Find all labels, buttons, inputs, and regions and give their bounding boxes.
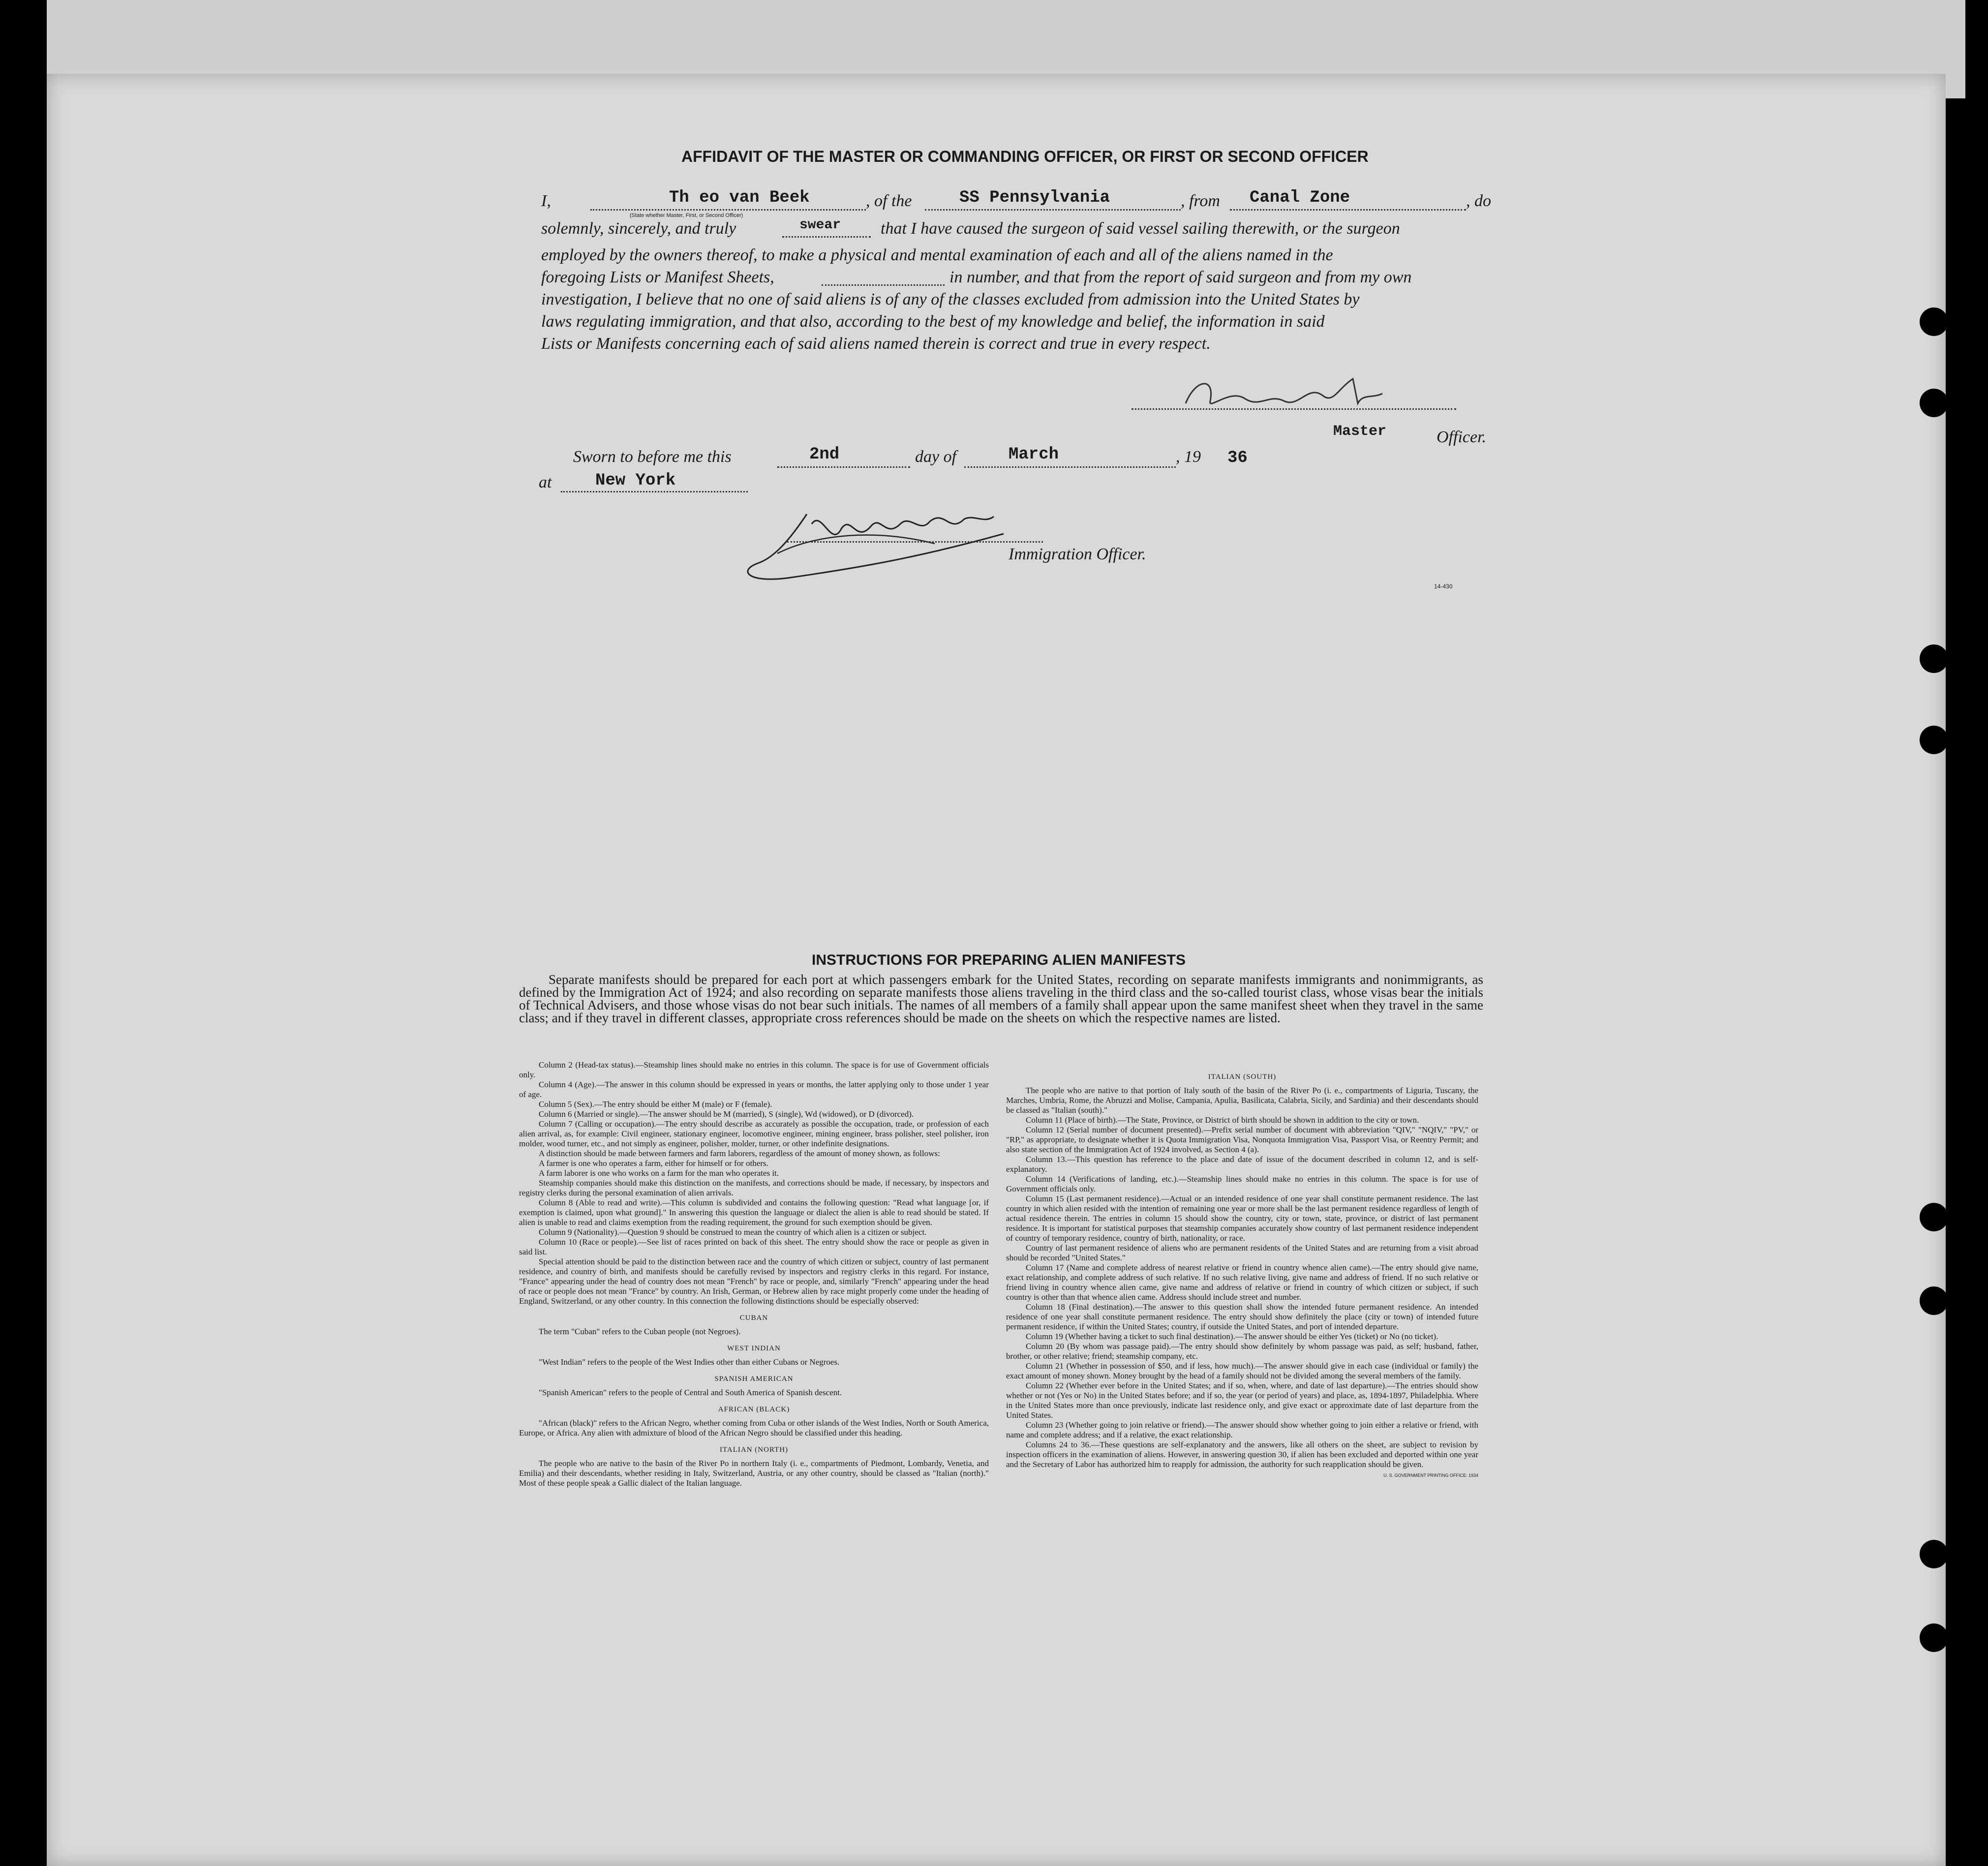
cuban-paragraph: The term "Cuban" refers to the Cuban people (not Negroes). (539, 1327, 741, 1336)
right-paragraph: Column 15 (Last permanent residence).—Actual or an intended residence of one year shall constitute permanent residence. The last country in which alien resided with the intention of remaining one year or more shall be the last permanent residence regardless of length of actual residence therein. The entries in column 15 should show the country, city or town, state, province, or district of last permanent residence. It is important for statistical purposes that steamship companies accurately show country of last permanent residence independent of country of temporary residence, country of birth, nationality, or race. (1006, 1194, 1478, 1243)
officer-name-hint: (State whether Master, First, or Second Officer) (630, 213, 743, 218)
vessel-name: SS Pennsylvania (959, 188, 1110, 207)
right-paragraph: Column 12 (Serial number of document presented).—Prefix serial number of document with abbreviation "QIV," "NQIV," "PV," or "RP," as appropriate, to designate whether it is Quota Immigration Visa, Nonquota Immigration Visa, Passport Visa, or Reentry Permit; and also state section of the Immigration Act of 1924 involved, as Section 4 (a). (1006, 1125, 1478, 1154)
place: New York (595, 471, 676, 490)
origin-line (1230, 209, 1466, 211)
left-paragraph: Column 9 (Nationality).—Question 9 should be construed to mean the country of which alien is a citizen or subject. (539, 1227, 927, 1237)
affidavit-line-6: laws regulating immigration, and that also, according to the best of my knowledge and belief, the information in said (541, 312, 1325, 331)
sworn-month: March (1009, 445, 1059, 464)
punch-hole-7 (1920, 1540, 1948, 1568)
affidavit-line-4b: in number, and that from the report of said surgeon and from my own (949, 268, 1412, 286)
affidavit-line-4a: foregoing Lists or Manifest Sheets, (541, 268, 774, 286)
cuban-heading: CUBAN (739, 1314, 768, 1322)
punch-hole-4 (1920, 726, 1948, 754)
affidavit-line-5: investigation, I believe that no one of said aliens is of any of the classes excluded from admission into the United States by (541, 290, 1360, 308)
left-paragraph: Special attention should be paid to the distinction between race and the country of which citizen or subject, country of last permanent residence, and country of birth, and manifests should be carefully revised by inspectors and registry clerks in this regard. For instance, "France" appearing under the head of country does not mean "French" by race or people, and, similarly "French" appearing under the head of race or people does not mean "France" by country. An Irish, German, or Hebrew alien by race might properly come under the heading of England, Switzerland, or any other country. In this connection the following distinctions should be especially observed: (519, 1257, 989, 1306)
master-title: Master (1333, 423, 1387, 440)
spanish-american-paragraph: "Spanish American" refers to the people of Central and South America of Spanish descent. (539, 1388, 842, 1397)
instructions-intro: Separate manifests should be prepared for each port at which passengers embark for the United States, recording on separate manifests immigrants and nonimmigrants, as defined by the Immigration Act of 1924; and also recording on separate manifests those aliens traveling in the third class and the so-called tourist class, whose visas bear the initials of Technical Advisers, and those whose visas do not bear such initials. The names of all members of a family shall appear upon the same manifest sheet when they travel in the same class; and if they travel in different classes, appropriate cross references should be made on the sheets on which the respective names are listed. (519, 972, 1483, 1025)
sheet-count-line (822, 284, 945, 286)
left-paragraph: Column 10 (Race or people).—See list of races printed on back of this sheet. The entry should show the race or people as given in said list. (519, 1237, 989, 1256)
instructions-title: INSTRUCTIONS FOR PREPARING ALIEN MANIFESTS (812, 952, 1186, 968)
year-suffix: 36 (1227, 449, 1248, 467)
left-paragraph: Column 8 (Able to read and write).—This column is subdivided and contains the following question: "Read what language [or, if exemption is claimed, upon what ground]." In answering this question the language or dialect the alien is able to read should be stated. If alien is unable to read and claims exemption from the reading requirement, the ground for such exemption should be given. (519, 1198, 989, 1227)
officer-name-line (590, 209, 866, 211)
sworn-day: 2nd (809, 445, 840, 464)
left-paragraph: Column 4 (Age).—The answer in this column should be expressed in years or months, the latter applying only to those under 1 year of age. (519, 1080, 989, 1099)
african-heading: AFRICAN (BLACK) (718, 1406, 790, 1413)
african-paragraph: "African (black)" refers to the African Negro, whether coming from Cuba or other islands of the West Indies, North or South America, Europe, or Africa. Any alien with admixture of blood of the African Negro should be classified under this heading. (519, 1418, 989, 1438)
instructions-left-column (519, 1060, 989, 1488)
affidavit-line-3: employed by the owners thereof, to make a physical and mental examination of each and all of the aliens named in the (541, 246, 1333, 264)
do-label: , do (1466, 192, 1491, 210)
master-signature-line (1132, 408, 1456, 410)
day-of-label: day of (915, 448, 957, 466)
right-paragraph: Column 20 (By whom was passage paid).—The entry should show definitely by whom passage was paid, as self; husband, father, brother, or other relative; friend; steamship company, etc. (1006, 1342, 1478, 1361)
left-paragraph: Steamship companies should make this distinction on the manifests, and corrections should be made, if necessary, by inspectors and registry clerks during the personal examination of alien arrivals. (519, 1178, 989, 1197)
right-paragraph: Column 14 (Verifications of landing, etc.).—Steamship lines should make no entries in this column. The space is for use of Government officials only. (1006, 1174, 1478, 1193)
origin: Canal Zone (1250, 188, 1350, 207)
right-paragraph: Column 22 (Whether ever before in the United States; and if so, when, where, and date of last departure).—The entries should show whether or not (Yes or No) in the United States before; and if so, the year (or period of years) and place, as, 1894-1897, Philadelphia. Where in the United States more than once previously, indicate last residence only, and give exact or approximate date of last departure from the United States. (1006, 1381, 1478, 1420)
punch-hole-6 (1920, 1286, 1948, 1315)
officer-name: Th eo van Beek (669, 188, 810, 207)
left-paragraph: A distinction should be made between farmers and farm laborers, regardless of the amount of money shown, as follows: (539, 1149, 940, 1158)
right-paragraph: Columns 24 to 36.—These questions are self-explanatory and the answers, like all others on the sheet, are subject to revision by inspection officers in the examination of aliens. However, in answering question 30, if alien has been excluded and deported within one year and the Secretary of Labor has authorized him to reapply for admission, the authority for such reapplication should be given. (1006, 1440, 1478, 1469)
left-paragraph: Column 2 (Head-tax status).—Steamship lines should make no entries in this column. The space is for use of Government officials only. (519, 1060, 989, 1079)
right-paragraph: Column 23 (Whether going to join relative or friend).—The answer should show whether going to join either a relative or friend, with name and complete address; and if a relative, the exact relationship. (1006, 1420, 1478, 1439)
right-paragraph: Country of last permanent residence of aliens who are permanent residents of the United States and are returning from a visit abroad should be recorded "United States." (1006, 1243, 1478, 1262)
right-paragraph: Column 18 (Final destination).—The answer to this question shall show the intended future permanent residence. An intended residence of one year shall constitute permanent residence. The entry should show definitely the place (city or town) of intended future permanent residence, if within the United States; country, if outside the United States, and port of intended departure. (1006, 1302, 1478, 1331)
affidavit-line-7: Lists or Manifests concerning each of said aliens named therein is correct and true in every respect. (541, 335, 1211, 353)
officer-label: Officer. (1437, 428, 1487, 446)
immigration-officer-label: Immigration Officer. (1009, 545, 1146, 563)
instructions-right-column (1006, 1065, 1478, 1480)
right-paragraph: Column 11 (Place of birth).—The State, Province, or District of birth should be shown in addition to the city or town. (1026, 1115, 1419, 1125)
punch-hole-5 (1920, 1203, 1948, 1231)
immigration-officer-signature (728, 504, 1048, 588)
left-paragraph: Column 7 (Calling or occupation).—The entry should describe as accurately as possible the occupation, trade, or profession of each alien arrival, as, for example: Civil engineer, stationary engineer, locomotive engineer, mining engineer, brass polisher, steel polisher, iron molder, wood turner, etc., and not simply as engineer, polisher, molder, turner, or other indefinite designations. (519, 1119, 989, 1148)
italian-north-heading: ITALIAN (NORTH) (719, 1446, 789, 1454)
at-label: at (539, 473, 552, 491)
italian-north-paragraph: The people who are native to the basin of the River Po in northern Italy (i. e., compartments of Piedmont, Lombardy, Venetia, and Emilia) and their descendants, whether residing in Italy, Switzerland, Austria, or any other country, should be classed as "Italian (north)." Most of these people speak a Gallic dialect of the Italian language. (519, 1459, 989, 1488)
of-the-label: , of the (866, 192, 912, 210)
west-indian-paragraph: "West Indian" refers to the people of the West Indies other than either Cubans or Negroes. (539, 1357, 840, 1367)
affidavit-line-2a: solemnly, sincerely, and truly (541, 219, 736, 238)
vessel-line (925, 209, 1181, 211)
left-paragraph: Column 6 (Married or single).—The answer should be M (married), S (single), Wd (widowed), or D (divorced). (539, 1109, 914, 1119)
italian-south-heading: ITALIAN (SOUTH) (1208, 1073, 1277, 1081)
left-paragraph: A farmer is one who operates a farm, either for himself or for others. (539, 1159, 768, 1168)
left-paragraph: A farm laborer is one who works on a farm for the man who operates it. (539, 1168, 779, 1178)
place-line (561, 491, 748, 492)
right-paragraph: The people who are native to that portion of Italy south of the basin of the River Po (i. e., compartments of Liguria, Tuscany, the Marches, Umbria, Rome, the Abruzzi and Molise, Campania, Apulia, Basilicata, Calabria, Sicily, and Sardinia) and their descendants should be classed as "Italian (south)." (1006, 1086, 1478, 1115)
punch-hole-2 (1920, 389, 1948, 417)
from-label: , from (1181, 192, 1220, 210)
sworn-day-line (777, 466, 910, 468)
affidavit-line-2b: that I have caused the surgeon of said vessel sailing therewith, or the surgeon (881, 219, 1400, 238)
left-paragraph: Column 5 (Sex).—The entry should be either M (male) or F (female). (539, 1100, 772, 1109)
affidavit-i-label: I, (541, 192, 551, 210)
right-paragraph: Column 19 (Whether having a ticket to such final destination).—The answer should be either Yes (ticket) or No (no ticket). (1026, 1332, 1438, 1341)
right-paragraph: Column 13.—This question has reference to the place and date of issue of the document described in column 12, and is self-explanatory. (1006, 1155, 1478, 1174)
sworn-label: Sworn to before me this (573, 448, 732, 466)
punch-hole-3 (1920, 644, 1948, 673)
right-paragraph: Column 17 (Name and complete address of nearest relative or friend in country whence alien came).—The entry should give name, exact relationship, and complete address of such relative. If no such relative living, give name and address of friend. If no such relative or friend living in country whence alien came, give name and address of relative or friend in country of which citizen or subject, if such country is other than that whence alien came. Address should include street and number. (1006, 1263, 1478, 1302)
punch-hole-8 (1920, 1623, 1948, 1652)
immigration-officer-line (787, 541, 1043, 543)
year-prefix: , 19 (1176, 448, 1201, 466)
sworn-month-line (964, 466, 1176, 468)
printer-imprint: U. S. GOVERNMENT PRINTING OFFICE: 1934 (1383, 1473, 1478, 1478)
oath-word: swear (799, 217, 841, 233)
west-indian-heading: WEST INDIAN (727, 1345, 781, 1352)
master-signature (1176, 374, 1402, 418)
right-paragraph: Column 21 (Whether in possession of $50, and if less, how much).—The answer should give in each case (individual or family) the exact amount of money shown. Money brought by the head of a family should not be divided among the several members of the family. (1006, 1361, 1478, 1380)
form-number: 14-430 (1434, 583, 1453, 590)
punch-hole-1 (1920, 307, 1948, 336)
spanish-american-heading: SPANISH AMERICAN (714, 1375, 794, 1383)
affidavit-title: AFFIDAVIT OF THE MASTER OR COMMANDING OFFICER, OR FIRST OR SECOND OFFICER (681, 148, 1369, 165)
oath-line (782, 236, 871, 238)
